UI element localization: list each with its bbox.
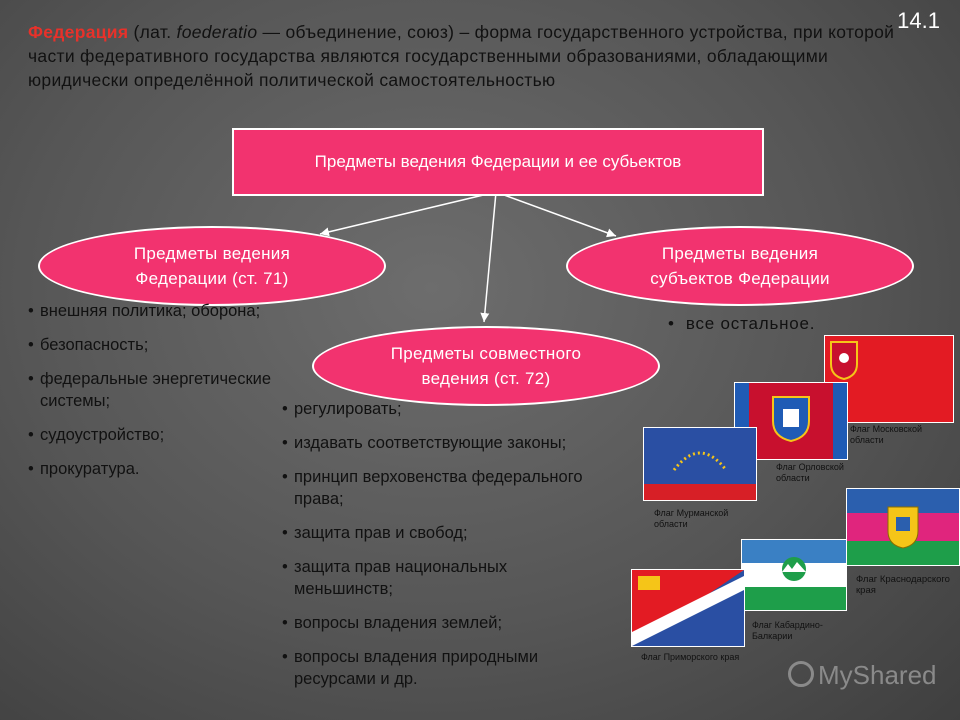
mountain-icon bbox=[774, 556, 814, 582]
primorsky-flag bbox=[631, 569, 745, 647]
definition-term: Федерация bbox=[28, 22, 129, 42]
kabardino-flag-caption: Флаг Кабардино-Балкарии bbox=[752, 620, 823, 641]
federal-ellipse-line2: Федерации (ст. 71) bbox=[135, 269, 289, 288]
definition-lat-prefix: (лат. bbox=[128, 22, 177, 42]
list-item: • принцип верховенства федерального права; bbox=[280, 466, 610, 510]
moscow-flag-caption: Флаг Московской области bbox=[850, 424, 922, 445]
list-item: • внешняя политика; оборона; bbox=[26, 300, 276, 322]
list-item: • защита прав и свобод; bbox=[280, 522, 610, 544]
krasnodar-flag-caption: Флаг Краснодарского края bbox=[856, 574, 950, 596]
list-item: • прокуратура. bbox=[26, 458, 276, 480]
slide-number: 14.1 bbox=[897, 8, 940, 33]
watermark-icon bbox=[788, 661, 814, 687]
list-item: • безопасность; bbox=[26, 334, 276, 356]
list-item: • судоустройство; bbox=[26, 424, 276, 446]
list-item: • федеральные энергетические системы; bbox=[26, 368, 276, 412]
regional-ellipse-line2: субъектов Федерации bbox=[650, 269, 830, 288]
definition-lat-word: foederatio bbox=[176, 22, 258, 42]
murmansk-flag bbox=[643, 427, 757, 501]
watermark bbox=[788, 660, 937, 691]
regional-ellipse-line1: Предметы ведения bbox=[661, 244, 819, 263]
joint-subjects-ellipse bbox=[312, 326, 660, 406]
primorsky-flag-caption: Флаг Приморского края bbox=[641, 652, 740, 662]
federal-list bbox=[26, 300, 276, 492]
krasnodar-flag bbox=[846, 488, 960, 566]
kabardino-flag bbox=[741, 539, 847, 611]
definition-body: — объединение, союз) – форма государственного устройства, при которой части федеративного государства являются государственными образованиями, обладающими юридически определённой политической самостоятельностью bbox=[28, 22, 895, 90]
joint-list bbox=[280, 398, 610, 702]
arrow-to-federal bbox=[320, 192, 496, 234]
list-item: • вопросы владения землей; bbox=[280, 612, 610, 634]
list-item: • вопросы владения природными ресурсами и др. bbox=[280, 646, 610, 690]
murmansk-flag-caption: Флаг Мурманской области bbox=[654, 508, 729, 529]
subjects-box: Предметы ведения Федерации и ее субьектов bbox=[232, 128, 764, 196]
coat-of-arms-icon bbox=[771, 395, 811, 443]
coat-of-arms-icon bbox=[886, 503, 920, 549]
federal-subjects-ellipse bbox=[38, 226, 386, 306]
joint-ellipse-line2: ведения (ст. 72) bbox=[421, 369, 551, 388]
arrow-to-joint bbox=[484, 192, 496, 322]
regional-item-text: все остальное. bbox=[685, 314, 816, 333]
primorsky-flag-graphic bbox=[632, 570, 744, 646]
list-item: • издавать соответствующие законы; bbox=[280, 432, 610, 454]
coat-of-arms-icon bbox=[829, 340, 859, 380]
aurora-icon bbox=[670, 442, 730, 472]
watermark-text: MyShared bbox=[818, 660, 937, 690]
regional-item: • все остальное. bbox=[668, 314, 816, 333]
regional-subjects-ellipse bbox=[566, 226, 914, 306]
joint-ellipse-line1: Предметы совместного bbox=[390, 344, 582, 363]
federal-ellipse-line1: Предметы ведения bbox=[133, 244, 291, 263]
arrow-to-regional bbox=[496, 192, 616, 236]
list-item: • защита прав национальных меньшинств; bbox=[280, 556, 610, 600]
orel-flag-caption: Флаг Орловской области bbox=[776, 462, 844, 483]
list-item: • регулировать; bbox=[280, 398, 610, 420]
